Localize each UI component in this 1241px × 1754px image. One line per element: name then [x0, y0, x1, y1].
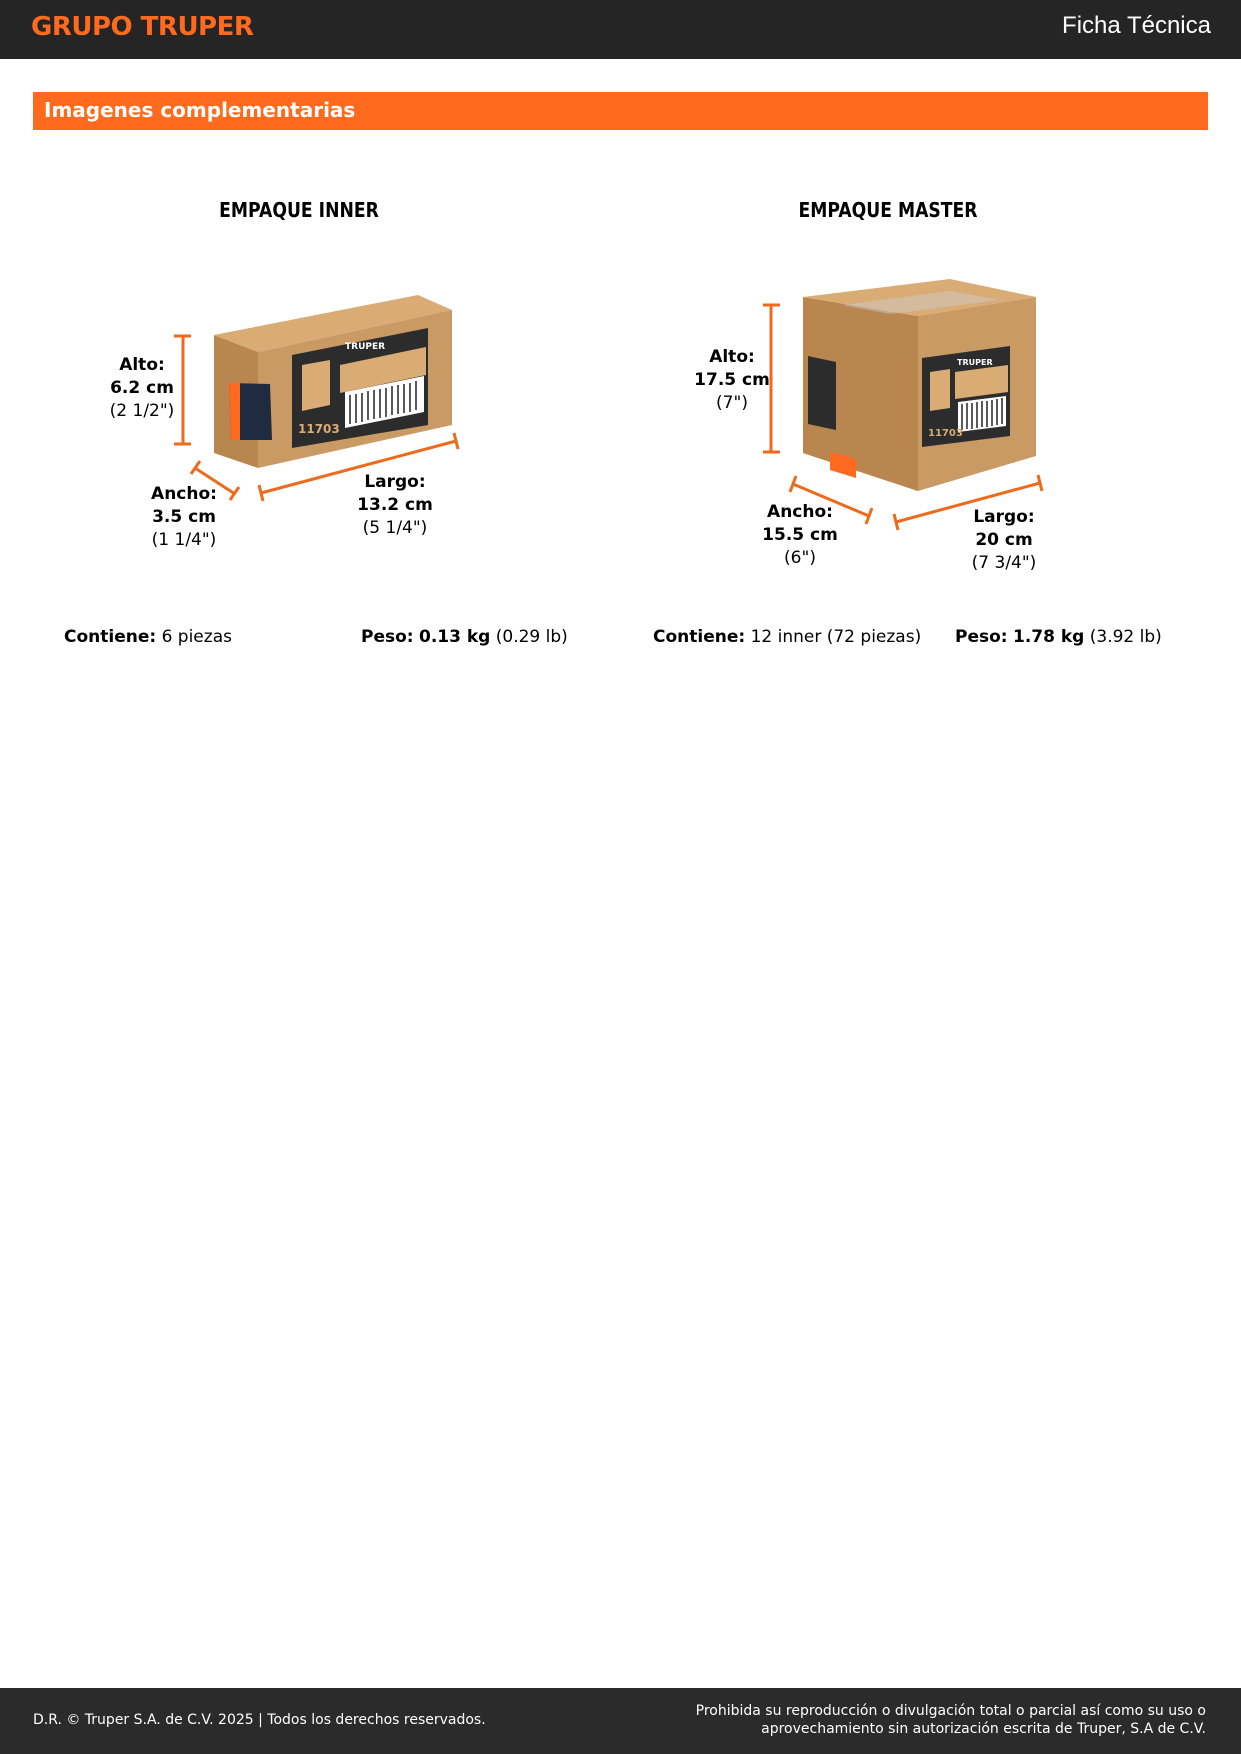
- inner-alto-caption: Alto:: [119, 355, 165, 375]
- inner-contents-label: Contiene:: [64, 627, 157, 647]
- master-ancho-label: [740, 501, 860, 570]
- master-box-image: [803, 279, 1036, 491]
- inner-alto-label: [82, 354, 202, 423]
- master-ancho-caption: Ancho:: [767, 502, 833, 522]
- inner-box-brand: TRUPER: [345, 342, 386, 352]
- inner-weight-label: Peso:: [361, 627, 414, 647]
- inner-package-title: EMPAQUE INNER: [219, 198, 379, 222]
- master-largo-cm: 20 cm: [975, 530, 1033, 550]
- inner-weight-kg: 0.13 kg: [419, 627, 491, 647]
- master-alto-caption: Alto:: [709, 347, 755, 367]
- inner-contents-value: 6 piezas: [161, 627, 232, 647]
- inner-ancho-caption: Ancho:: [151, 484, 217, 504]
- master-weight-label: Peso:: [955, 627, 1008, 647]
- brand-logo: GRUPO TRUPER: [31, 12, 254, 42]
- inner-ancho-in: (1 1/4"): [151, 530, 217, 550]
- inner-box-image: [214, 295, 452, 468]
- section-title: Imagenes complementarias: [44, 98, 356, 122]
- master-weight: [955, 629, 1162, 646]
- copyright-text: D.R. © Truper S.A. de C.V. 2025 | Todos los derechos reservados.: [33, 1712, 486, 1728]
- inner-alto-in: (2 1/2"): [109, 401, 175, 421]
- inner-weight: [361, 629, 568, 646]
- inner-largo-label: [335, 471, 455, 540]
- inner-ancho-label: [124, 483, 244, 552]
- master-alto-label: [672, 346, 792, 415]
- inner-largo-caption: Largo:: [364, 472, 426, 492]
- legal-notice: Prohibida su reproducción o divulgación total o parcial así como su uso o aprovechamiento sin autorización escrita de Truper, S.A de C.V.: [695, 1703, 1206, 1737]
- page-footer: [0, 1688, 1241, 1754]
- inner-ancho-cm: 3.5 cm: [152, 507, 216, 527]
- master-package-title: EMPAQUE MASTER: [798, 198, 978, 222]
- master-contents-value: 12 inner (72 piezas): [750, 627, 922, 647]
- master-weight-lb: (3.92 lb): [1089, 627, 1162, 647]
- master-alto-cm: 17.5 cm: [694, 370, 770, 390]
- master-ancho-in: (6"): [784, 548, 816, 568]
- master-largo-caption: Largo:: [973, 507, 1035, 527]
- inner-largo-cm: 13.2 cm: [357, 495, 433, 515]
- master-largo-label: [944, 506, 1064, 575]
- master-largo-in: (7 3/4"): [971, 553, 1037, 573]
- inner-box-code: 11703: [298, 422, 340, 436]
- master-contents: [653, 629, 921, 646]
- master-ancho-cm: 15.5 cm: [762, 525, 838, 545]
- inner-largo-in: (5 1/4"): [362, 518, 428, 538]
- inner-contents: [64, 629, 232, 646]
- inner-alto-cm: 6.2 cm: [110, 378, 174, 398]
- master-contents-label: Contiene:: [653, 627, 746, 647]
- document-title: Ficha Técnica: [1062, 12, 1211, 39]
- inner-weight-lb: (0.29 lb): [495, 627, 568, 647]
- master-weight-kg: 1.78 kg: [1013, 627, 1085, 647]
- master-box-code: 11703: [928, 428, 963, 439]
- master-box-brand: TRUPER: [957, 358, 993, 367]
- master-alto-in: (7"): [716, 393, 748, 413]
